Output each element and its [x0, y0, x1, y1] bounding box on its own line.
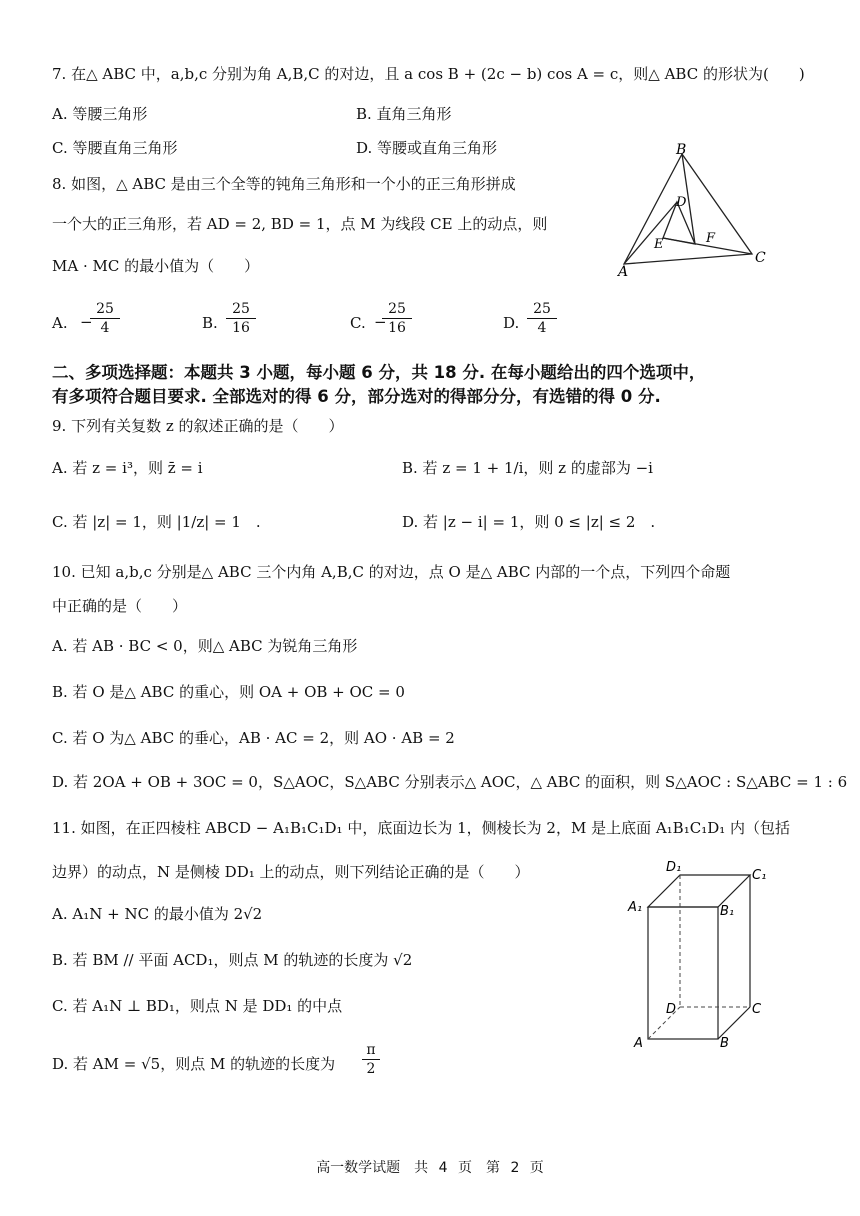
q8-option-a-numerator: 25 [90, 301, 120, 319]
q8-label-f: F [706, 231, 716, 246]
q11-label-a1: A₁ [628, 900, 643, 915]
page-footer: 高一数学试题 共 4 页 第 2 页 [316, 1160, 544, 1176]
q8-option-b-label[interactable]: B. [202, 314, 218, 332]
q8-option-d-denominator: 4 [537, 320, 547, 336]
q8-label-b: B [676, 142, 687, 158]
q11-option-d-numerator: π [362, 1042, 380, 1060]
q11-option-a[interactable]: A. A₁N + NC 的最小值为 2√2 [52, 905, 263, 923]
q8-label-e: E [654, 237, 664, 252]
section-2-heading-line-2: 有多项符合题目要求. 全部选对的得 6 分，部分选对的得部分分，有选错的得 0 分. [52, 387, 661, 406]
q8-option-b-fraction [226, 301, 256, 336]
q9-option-b[interactable]: B. 若 z = 1 + 1/i，则 z 的虚部为 −i [402, 459, 653, 477]
q11-option-b[interactable]: B. 若 BM // 平面 ACD₁，则点 M 的轨迹的长度为 √2 [52, 951, 413, 969]
q7-option-b[interactable]: B. 直角三角形 [356, 105, 452, 123]
q8-option-d-fraction [527, 301, 557, 336]
q11-option-d-fraction [362, 1042, 380, 1077]
q11-label-b1: B₁ [720, 904, 735, 919]
q7-stem: 7. 在△ ABC 中，a,b,c 分别为角 A,B,C 的对边，且 a cos B + (2c − b) cos A = c，则△ ABC 的形状为( ) [52, 65, 805, 83]
q8-option-c-sign: − [374, 313, 387, 331]
q11-prism-figure [620, 855, 780, 1055]
q11-label-d: D [666, 1002, 677, 1017]
q8-line-3: MA · MC 的最小值为（ ） [52, 257, 260, 275]
q9-option-c[interactable]: C. 若 |z| = 1，则 |1/z| = 1 . [52, 513, 261, 531]
q8-option-b-numerator: 25 [226, 301, 256, 319]
q8-option-c-label[interactable]: C. [350, 314, 366, 332]
q11-label-a: A [634, 1036, 643, 1051]
section-2-heading-line-1: 二、多项选择题：本题共 3 小题，每小题 6 分，共 18 分. 在每小题给出的四个选项中， [52, 363, 706, 382]
q8-option-a-denominator: 4 [100, 320, 110, 336]
q8-triangle-figure [600, 140, 780, 280]
q8-option-d-numerator: 25 [527, 301, 557, 319]
q8-label-a: A [618, 264, 629, 280]
q7-option-c[interactable]: C. 等腰直角三角形 [52, 139, 178, 157]
q8-option-c-denominator: 16 [388, 320, 406, 336]
q8-option-c-numerator: 25 [382, 301, 412, 319]
q11-label-d1: D₁ [666, 860, 682, 875]
q10-line-2: 中正确的是（ ） [52, 597, 188, 615]
q9-option-a[interactable]: A. 若 z = i³，则 z̄ = i [52, 459, 203, 477]
q11-label-c1: C₁ [752, 868, 767, 883]
q10-option-d[interactable]: D. 若 2OA + OB + 3OC = 0，S△AOC，S△ABC 分别表示△ AOC，△ ABC 的面积，则 S△AOC : S△ABC = 1 : 6 [52, 773, 848, 791]
q9-stem: 9. 下列有关复数 z 的叙述正确的是（ ） [52, 417, 344, 435]
q8-option-a-sign: − [80, 313, 93, 331]
q8-option-b-denominator: 16 [232, 320, 250, 336]
q11-label-b: B [720, 1036, 729, 1051]
q8-option-a-label[interactable]: A. [52, 314, 68, 332]
q9-option-d[interactable]: D. 若 |z − i| = 1，则 0 ≤ |z| ≤ 2 . [402, 513, 656, 531]
q8-label-c: C [755, 250, 766, 266]
q8-option-c-fraction [382, 301, 412, 336]
q11-line-2: 边界）的动点，N 是侧棱 DD₁ 上的动点，则下列结论正确的是（ ） [52, 863, 530, 881]
q8-option-d-label[interactable]: D. [503, 314, 520, 332]
q8-line-1: 8. 如图，△ ABC 是由三个全等的钝角三角形和一个小的正三角形拼成 [52, 175, 516, 193]
q11-option-d-denominator: 2 [366, 1061, 376, 1077]
q11-label-c: C [752, 1002, 762, 1017]
q10-option-a[interactable]: A. 若 AB · BC < 0，则△ ABC 为锐角三角形 [52, 637, 358, 655]
q7-option-d[interactable]: D. 等腰或直角三角形 [356, 139, 498, 157]
q11-line-1: 11. 如图，在正四棱柱 ABCD − A₁B₁C₁D₁ 中，底面边长为 1，侧棱长为 2，M 是上底面 A₁B₁C₁D₁ 内（包括 [52, 819, 791, 837]
q7-option-a[interactable]: A. 等腰三角形 [52, 105, 148, 123]
q8-line-2: 一个大的正三角形，若 AD = 2, BD = 1，点 M 为线段 CE 上的动点，则 [52, 215, 548, 233]
q10-option-c[interactable]: C. 若 O 为△ ABC 的垂心，AB · AC = 2，则 AO · AB = 2 [52, 729, 455, 747]
q10-line-1: 10. 已知 a,b,c 分别是△ ABC 三个内角 A,B,C 的对边，点 O 是△ ABC 内部的一个点，下列四个命题 [52, 563, 731, 581]
q8-label-d: D [676, 195, 687, 210]
q10-option-b[interactable]: B. 若 O 是△ ABC 的重心，则 OA + OB + OC = 0 [52, 683, 405, 701]
q8-option-a-fraction [90, 301, 120, 336]
q11-option-c[interactable]: C. 若 A₁N ⊥ BD₁，则点 N 是 DD₁ 的中点 [52, 997, 343, 1015]
q11-option-d[interactable]: D. 若 AM = √5，则点 M 的轨迹的长度为 [52, 1055, 336, 1073]
